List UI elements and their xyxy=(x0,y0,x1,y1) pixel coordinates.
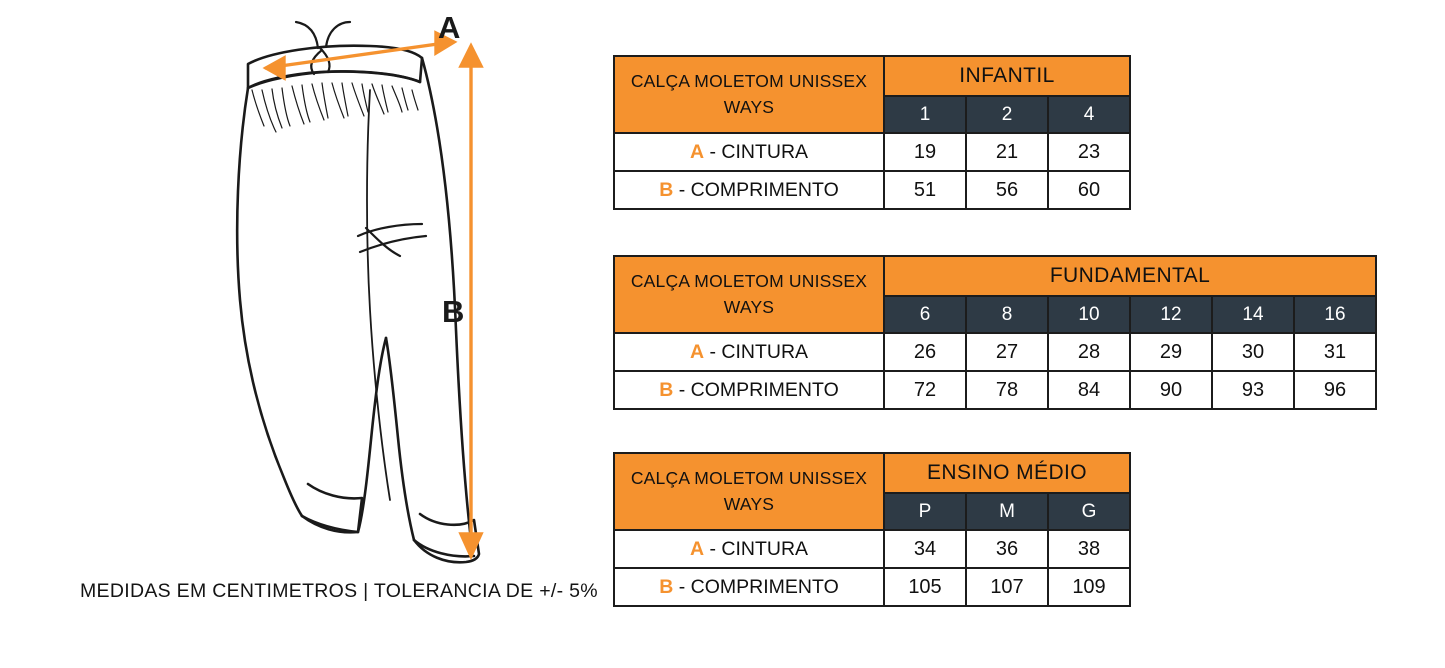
size-header: 14 xyxy=(1212,296,1294,333)
row-name: - CINTURA xyxy=(709,340,809,363)
table-cell: 78 xyxy=(966,371,1048,409)
table-cell: 29 xyxy=(1130,333,1212,371)
row-letter: B xyxy=(659,378,674,401)
table-cell: 96 xyxy=(1294,371,1376,409)
row-name: - CINTURA xyxy=(709,140,809,163)
row-label xyxy=(614,530,884,568)
size-header: 1 xyxy=(884,96,966,133)
measurement-note: MEDIDAS EM CENTIMETROS | TOLERANCIA DE +/- 5% xyxy=(80,580,598,602)
measure-label-a: A xyxy=(438,10,461,45)
table-row xyxy=(614,371,1376,409)
table-cell: 51 xyxy=(884,171,966,209)
size-header: 6 xyxy=(884,296,966,333)
size-table-ensino-medio xyxy=(613,452,1131,607)
size-table-fundamental xyxy=(613,255,1377,410)
brand-name: WAYS xyxy=(723,296,775,317)
row-label xyxy=(614,371,884,409)
product-name: CALÇA MOLETOM UNISSEX xyxy=(630,271,868,292)
table-cell: 84 xyxy=(1048,371,1130,409)
table-cell: 21 xyxy=(966,133,1048,171)
table-ensino-medio xyxy=(613,452,1131,607)
table-cell: 26 xyxy=(884,333,966,371)
table-cell: 38 xyxy=(1048,530,1130,568)
size-header: P xyxy=(884,493,966,530)
table-cell: 23 xyxy=(1048,133,1130,171)
group-header: ENSINO MÉDIO xyxy=(884,453,1130,493)
table-cell: 27 xyxy=(966,333,1048,371)
table-cell: 19 xyxy=(884,133,966,171)
sweatpants-illustration xyxy=(70,0,590,620)
row-letter: A xyxy=(689,537,705,560)
table-cell: 30 xyxy=(1212,333,1294,371)
group-header: INFANTIL xyxy=(884,56,1130,96)
table-row xyxy=(614,171,1130,209)
size-header: 8 xyxy=(966,296,1048,333)
row-label xyxy=(614,333,884,371)
table-title-cell xyxy=(614,453,884,530)
row-label xyxy=(614,568,884,606)
row-name: - COMPRIMENTO xyxy=(678,378,839,401)
size-header: 16 xyxy=(1294,296,1376,333)
size-header: G xyxy=(1048,493,1130,530)
group-header: FUNDAMENTAL xyxy=(884,256,1376,296)
table-title-cell xyxy=(614,56,884,133)
row-label xyxy=(614,133,884,171)
table-cell: 31 xyxy=(1294,333,1376,371)
table-cell: 36 xyxy=(966,530,1048,568)
size-table-infantil xyxy=(613,55,1131,210)
table-row xyxy=(614,133,1130,171)
table-cell: 109 xyxy=(1048,568,1130,606)
table-cell: 28 xyxy=(1048,333,1130,371)
size-header: 10 xyxy=(1048,296,1130,333)
product-name: CALÇA MOLETOM UNISSEX xyxy=(630,71,868,92)
measure-label-b: B xyxy=(442,294,465,329)
row-letter: A xyxy=(689,340,705,363)
table-row xyxy=(614,333,1376,371)
size-header: 12 xyxy=(1130,296,1212,333)
table-cell: 105 xyxy=(884,568,966,606)
row-letter: B xyxy=(659,178,674,201)
table-cell: 107 xyxy=(966,568,1048,606)
table-cell: 93 xyxy=(1212,371,1294,409)
table-cell: 60 xyxy=(1048,171,1130,209)
product-name: CALÇA MOLETOM UNISSEX xyxy=(630,468,868,489)
size-header: M xyxy=(966,493,1048,530)
table-row xyxy=(614,530,1130,568)
table-fundamental xyxy=(613,255,1377,410)
row-label xyxy=(614,171,884,209)
table-cell: 34 xyxy=(884,530,966,568)
size-header: 2 xyxy=(966,96,1048,133)
table-infantil xyxy=(613,55,1131,210)
row-name: - CINTURA xyxy=(709,537,809,560)
brand-name: WAYS xyxy=(723,96,775,117)
table-cell: 56 xyxy=(966,171,1048,209)
table-cell: 90 xyxy=(1130,371,1212,409)
table-title-cell xyxy=(614,256,884,333)
row-name: - COMPRIMENTO xyxy=(678,178,839,201)
row-letter: A xyxy=(689,140,705,163)
row-letter: B xyxy=(659,575,674,598)
table-cell: 72 xyxy=(884,371,966,409)
table-row xyxy=(614,568,1130,606)
size-header: 4 xyxy=(1048,96,1130,133)
row-name: - COMPRIMENTO xyxy=(678,575,839,598)
brand-name: WAYS xyxy=(723,493,775,514)
